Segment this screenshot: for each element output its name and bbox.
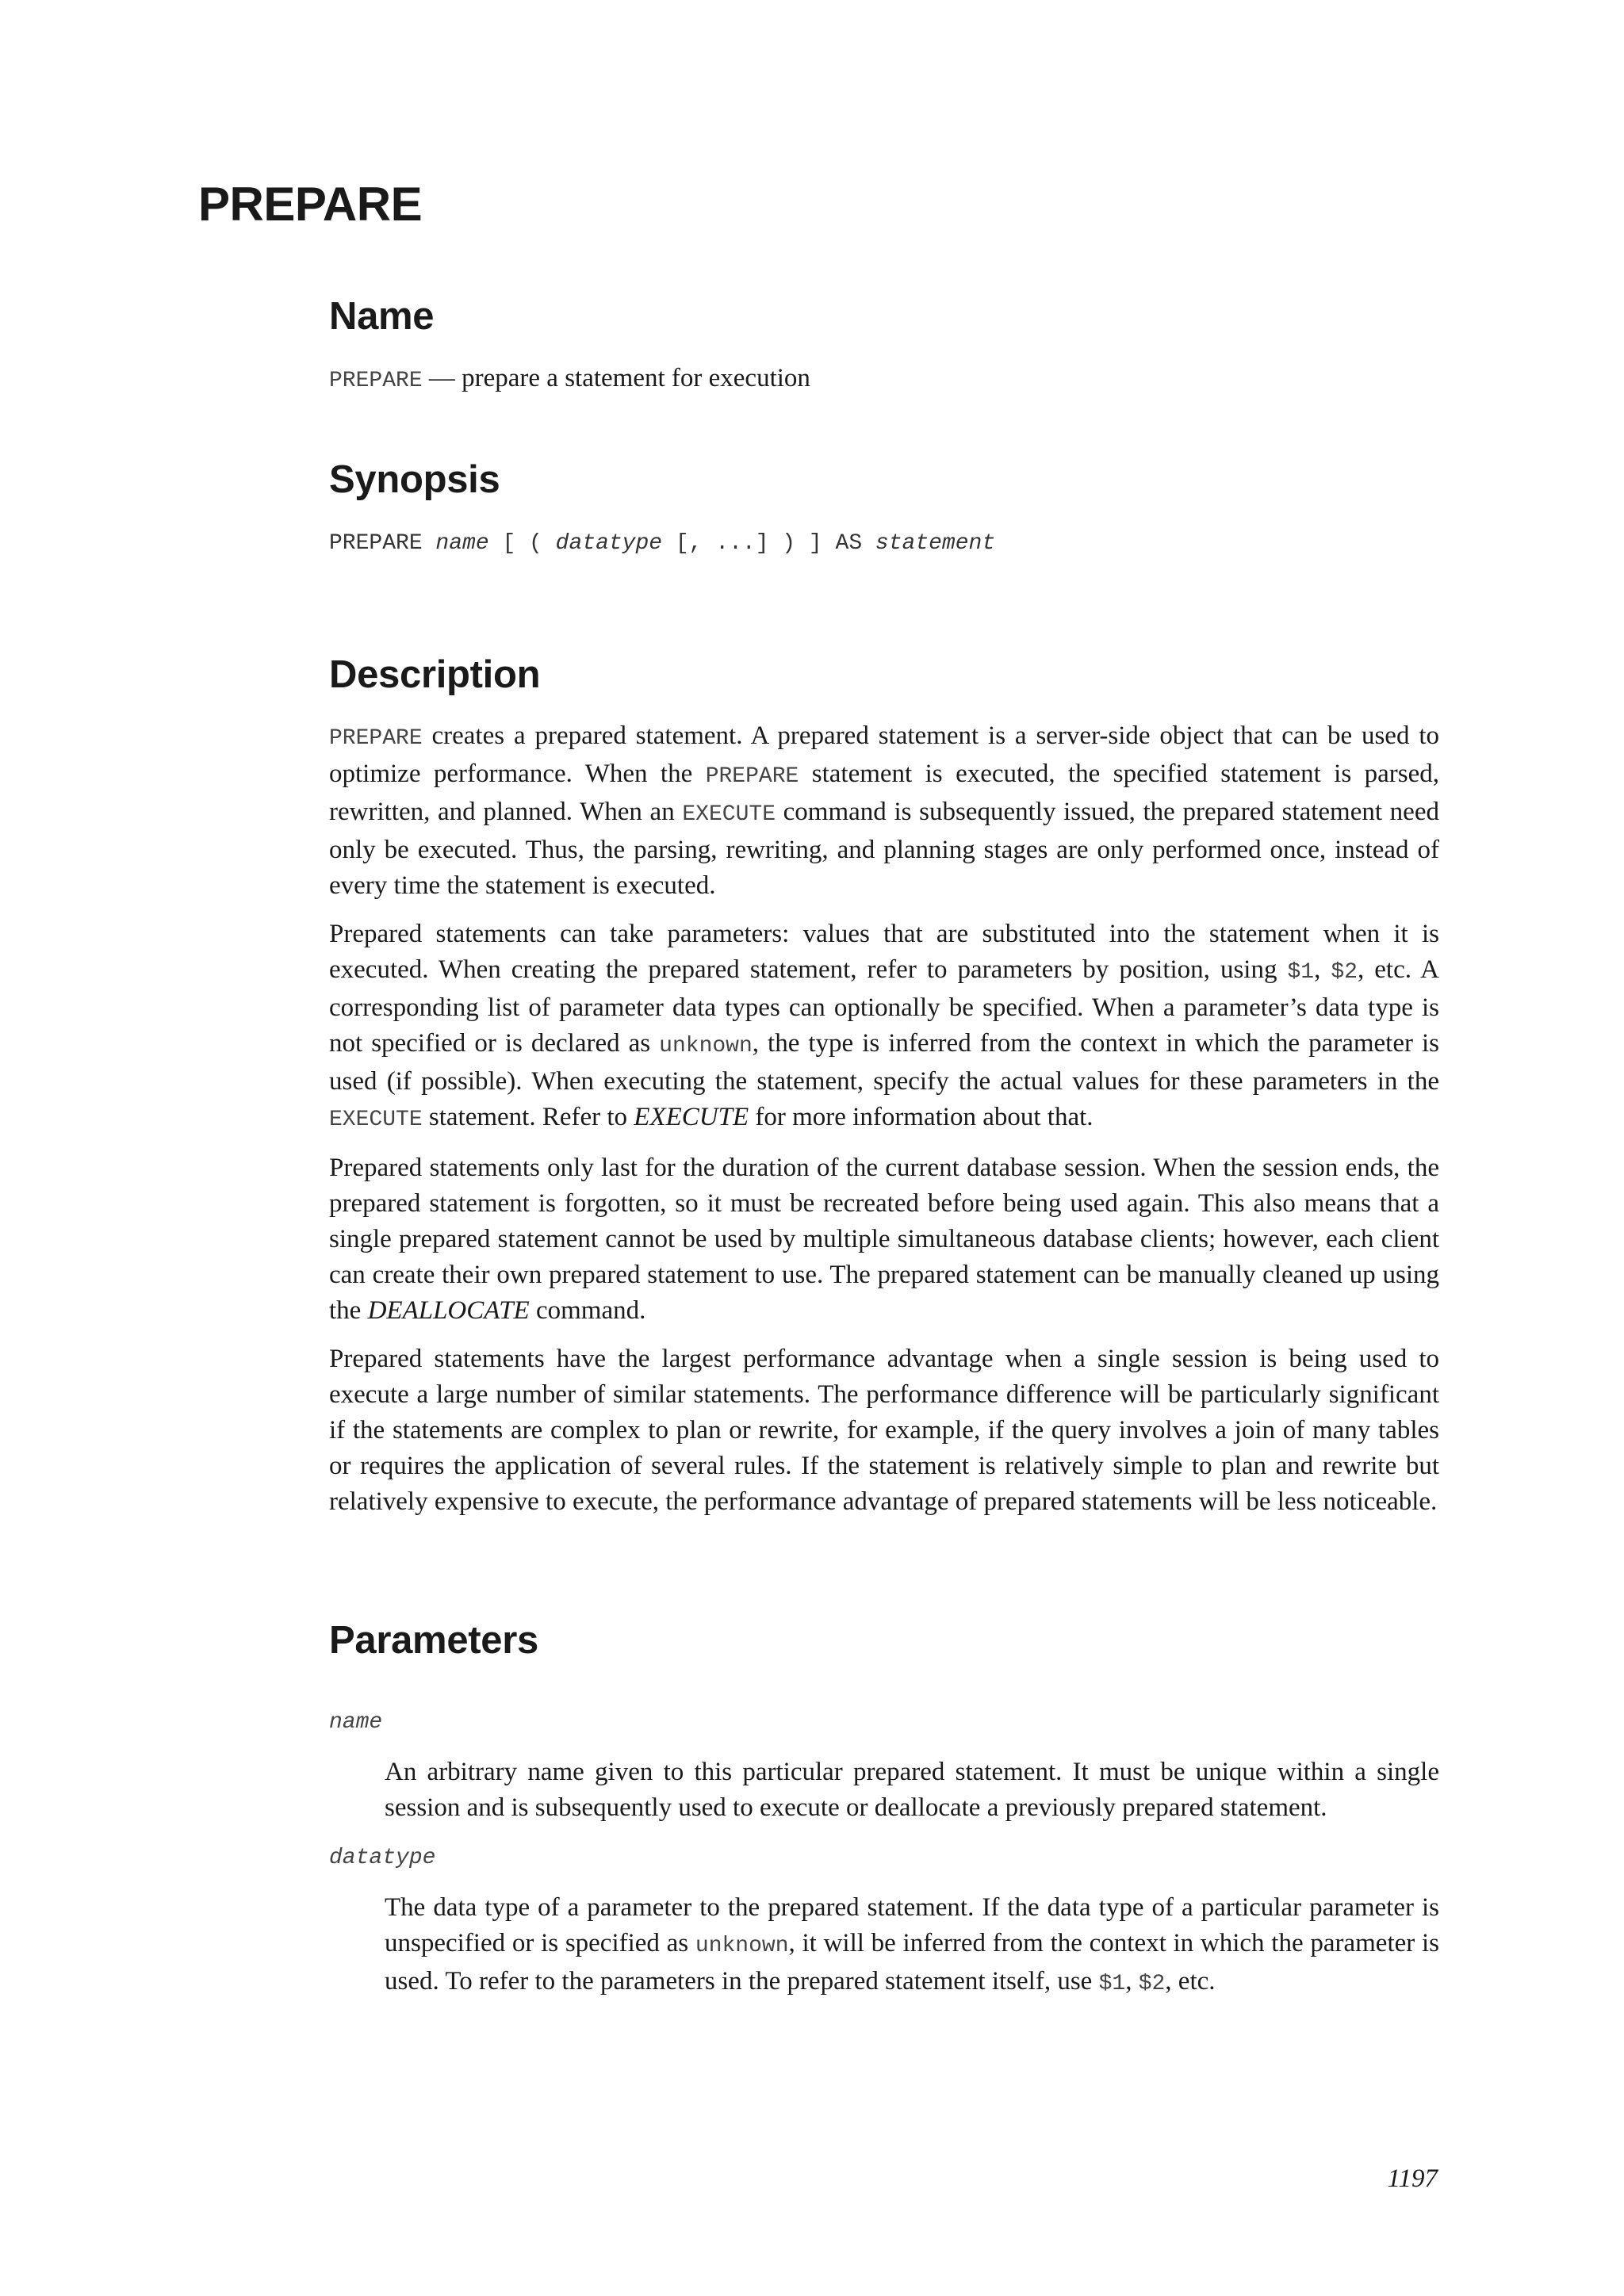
synopsis-arg-name: name	[435, 531, 489, 556]
code-execute: EXECUTE	[329, 1108, 423, 1132]
deallocate-reference-link[interactable]: DEALLOCATE	[367, 1296, 530, 1325]
code-param: $1	[1098, 1972, 1126, 1996]
description-paragraph-1	[329, 718, 1439, 904]
command-summary: — prepare a statement for execution	[422, 364, 810, 392]
text-run: statement. Refer to	[422, 1103, 634, 1131]
parameter-definition: An arbitrary name given to this particular prepared statement. It must be unique within a single session and is subsequently used to execute or deallocate a previously prepared statement.	[385, 1758, 1439, 1822]
page-title: PREPARE	[198, 178, 423, 231]
code-param: $2	[1138, 1972, 1166, 1996]
synopsis-keyword: PREPARE	[329, 531, 436, 556]
text-run: , etc.	[1165, 1967, 1216, 1996]
code-unknown: unknown	[695, 1934, 789, 1958]
description-paragraph-2	[329, 916, 1439, 1138]
text-run: creates a prepared statement. A prepared statement is a server-side object that can be used to optimize performance. When the	[329, 721, 1439, 788]
code-prepare: PREPARE	[705, 764, 799, 789]
text-run: command.	[529, 1296, 646, 1325]
synopsis-part: [ (	[488, 531, 556, 556]
synopsis-arg-datatype: datatype	[555, 531, 663, 556]
text-run: ,	[1314, 955, 1331, 984]
parameter-term: datatype	[329, 1846, 436, 1870]
text-run: command is subsequently issued, the prepared statement need only be executed. Thus, the parsing, rewriting, and planning stages are only performed once, instead of every time the statement is executed.	[329, 798, 1439, 900]
synopsis-heading: Synopsis	[329, 458, 500, 501]
page-number: 1197	[1387, 2164, 1438, 2193]
synopsis-code	[329, 531, 995, 556]
code-prepare: PREPARE	[329, 726, 423, 751]
text-run: for more information about that.	[749, 1103, 1094, 1131]
execute-reference-link[interactable]: EXECUTE	[634, 1103, 749, 1131]
parameter-definition	[385, 1890, 1439, 2002]
parameters-heading: Parameters	[329, 1619, 538, 1662]
text-run: ,	[1125, 1967, 1139, 1996]
text-run: , it will be inferred from the context in which the parameter is used. To refer to the parameters in the prepared statement itself, use	[385, 1929, 1439, 1996]
description-paragraph-4: Prepared statements have the largest performance advantage when a single session is being used to execute a large number of similar statements. The performance difference will be particularly significant if the statements are complex to plan or rewrite, for example, if the query involves a join of many tables or requires the application of several rules. If the statement is relatively simple to plan and rewrite but relatively expensive to execute, the performance advantage of prepared statements will be less noticeable.	[329, 1345, 1439, 1516]
text-run: , the type is inferred from the context in which the parameter is used (if possible). When executing the statement, specify the actual values for these parameters in the	[329, 1029, 1440, 1096]
description-heading: Description	[329, 653, 541, 696]
description-paragraph-3	[329, 1150, 1439, 1329]
description-body	[329, 718, 1439, 1520]
code-param: $1	[1287, 960, 1315, 985]
command-name: PREPARE	[329, 369, 423, 393]
text-run: , etc. A corresponding list of parameter data types can optionally be specified. When a parameter’s data type is not specified or is declared as	[329, 955, 1440, 1058]
synopsis-part: [, ...] ) ] AS	[662, 531, 875, 556]
code-unknown: unknown	[659, 1034, 753, 1058]
text-run: Prepared statements can take parameters: values that are substituted into the statement when it is executed. When creating the prepared statement, refer to parameters by position, using	[329, 920, 1439, 984]
text-run: The data type of a parameter to the prepared statement. If the data type of a particular parameter is unspecified or is specified as	[385, 1893, 1439, 1957]
name-heading: Name	[329, 295, 435, 338]
name-summary	[329, 361, 810, 399]
code-execute: EXECUTE	[682, 802, 776, 827]
code-param: $2	[1331, 960, 1358, 985]
synopsis-arg-statement: statement	[875, 531, 996, 556]
text-run: statement is executed, the specified statement is parsed, rewritten, and planned. When an	[329, 760, 1439, 826]
parameters-list	[329, 1705, 1439, 2002]
text-run: Prepared statements only last for the duration of the current database session. When the session ends, the prepared statement is forgotten, so it must be recreated before being used again. This also means that a single prepared statement cannot be used by multiple simultaneous database clients; however, each client can create their own prepared statement to use. The prepared statement can be manually cleaned up using the	[329, 1154, 1439, 1325]
parameter-term: name	[329, 1710, 383, 1735]
